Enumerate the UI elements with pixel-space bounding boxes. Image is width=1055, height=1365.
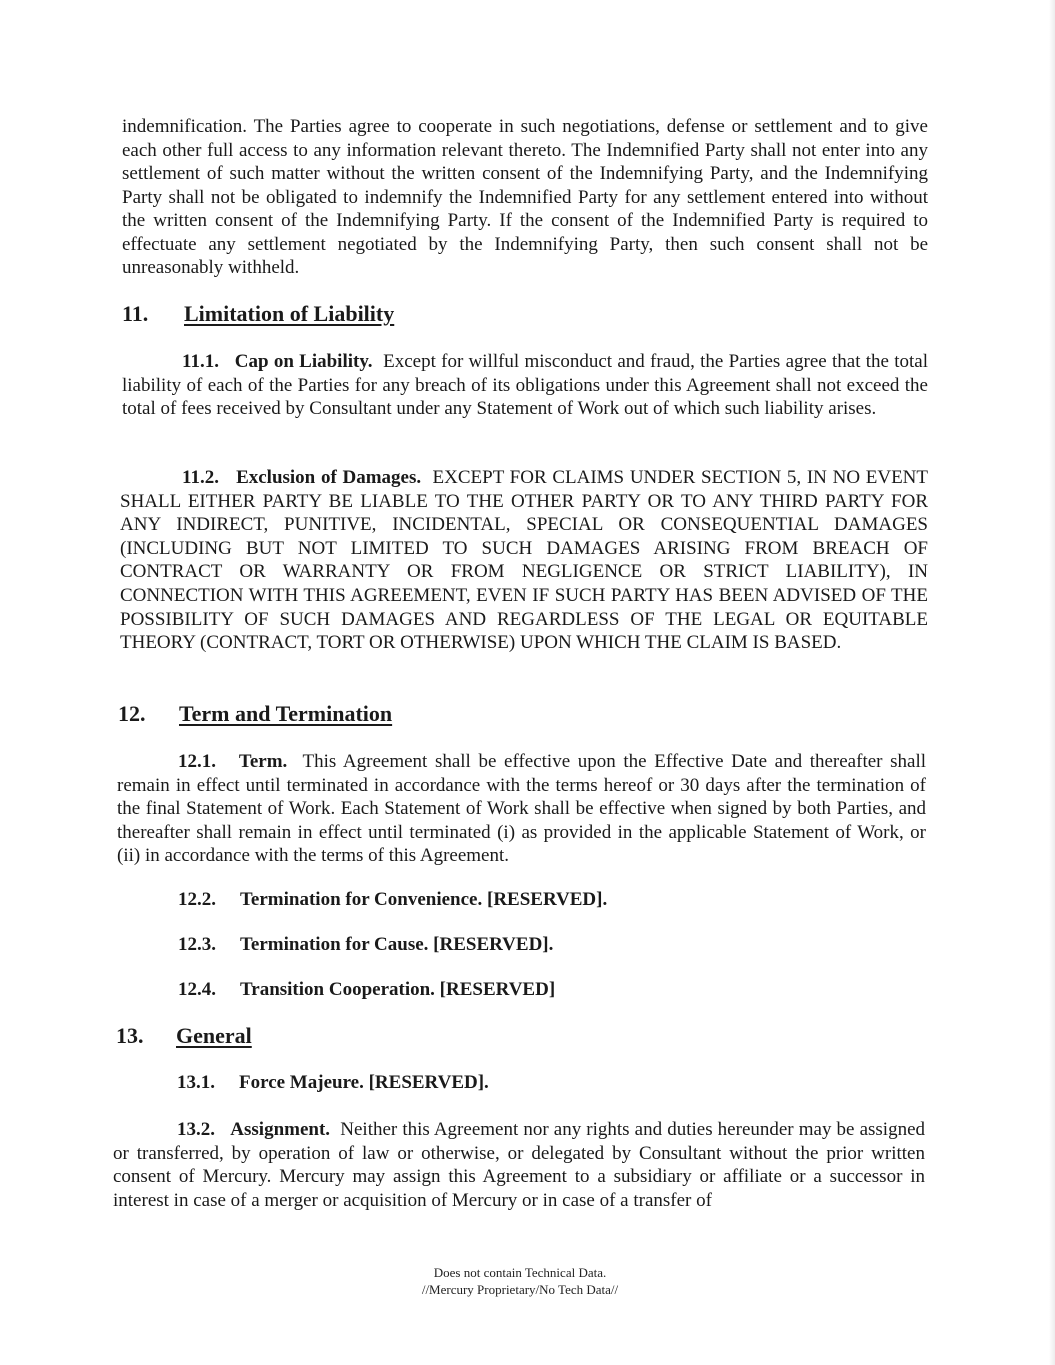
- clause-11-1-text: Except for willful misconduct and fraud, the Parties agree that the total liability of each of the Parties for any breach of its obligations under this Agreement shall not exceed the total of fees received by Consultant under any Statement of Work out of which such liability arises.: [122, 351, 929, 419]
- clause-13-2-text: Neither this Agreement nor any rights and duties hereunder may be assigned or transferred, by operation of law or otherwise, or delegated by Consultant without the prior written consent of Mercury. Mercury may assign this Agreement to a subsidiary or affiliate or a successor in interest in case of a merger or acquisition of Mercury or in case of a transfer of: [113, 1119, 926, 1211]
- section-12-number: 12.: [118, 701, 146, 726]
- clause-12-3-number: 12.3.: [178, 934, 216, 955]
- clause-13-1: [177, 1071, 489, 1095]
- clause-12-1-text: This Agreement shall be effective upon the Effective Date and thereafter shall remain in effect until terminated in accordance with the terms hereof or 30 days after the termination of the final Statement of Work. Each Statement of Work shall be effective when signed by both Parties, and thereafter shall remain in effect until terminated (i) as provided in the applicable Statement of Work, or (ii) in accordance with the terms of this Agreement.: [117, 751, 927, 866]
- clause-12-1: [117, 750, 926, 868]
- section-13-number: 13.: [116, 1023, 144, 1048]
- footer-line-2: //Mercury Proprietary/No Tech Data//: [421, 1282, 619, 1297]
- section-11-number: 11.: [122, 301, 149, 326]
- intro-paragraph: indemnification. The Parties agree to cooperate in such negotiations, defense or settlement and to give each other full access to any information relevant thereto. The Indemnified Party shall not enter into any settlement of such matter without the written consent of the Indemnifying Party, and the Indemnifying Party shall not be obligated to indemnify the Indemnified Party for any settlement entered into without the written consent of the Indemnifying Party. If the consent of the Indemnified Party is required to effectuate any settlement negotiated by the Indemnifying Party, then such consent shall not be unreasonably withheld.: [122, 116, 928, 278]
- clause-12-4: [178, 978, 555, 1002]
- clause-13-2: [113, 1118, 925, 1212]
- clause-12-3: [178, 933, 553, 957]
- clause-13-2-number: 13.2.: [177, 1119, 215, 1140]
- footer-line-1: Does not contain Technical Data.: [433, 1265, 607, 1280]
- section-11-title: Limitation of Liability: [184, 301, 395, 326]
- clause-12-1-number: 12.1.: [178, 751, 216, 772]
- clause-11-1-label: Cap on Liability.: [234, 351, 373, 372]
- clause-11-2-text: EXCEPT FOR CLAIMS UNDER SECTION 5, IN NO EVENT SHALL EITHER PARTY BE LIABLE TO THE OTHER PARTY OR TO ANY THIRD PARTY FOR ANY INDIRECT, PUNITIVE, INCIDENTAL, SPECIAL OR CONSEQUENTIAL DAMAGES (INCLUDING BUT NOT LIMITED TO SUCH DAMAGES ARISING FROM BREACH OF CONTRACT OR WARRANTY OR FROM NEGLIGENCE OR STRICT LIABILITY), IN CONNECTION WITH THIS AGREEMENT, EVEN IF SUCH PARTY HAS BEEN ADVISED OF THE POSSIBILITY OF SUCH DAMAGES AND REGARDLESS OF THE LEGAL OR EQUITABLE THEORY (CONTRACT, TORT OR OTHERWISE) UPON WHICH THE CLAIM IS BASED.: [120, 467, 928, 654]
- clause-13-1-text: Force Majeure. [RESERVED].: [239, 1072, 489, 1093]
- clause-12-4-number: 12.4.: [178, 979, 216, 1000]
- section-11-heading: [122, 301, 395, 327]
- section-12-heading: [118, 701, 393, 727]
- clause-11-1-number: 11.1.: [182, 351, 219, 372]
- page-edge-shadow: [1049, 0, 1055, 1365]
- clause-12-4-text: Transition Cooperation. [RESERVED]: [240, 979, 556, 1000]
- clause-12-3-text: Termination for Cause. [RESERVED].: [240, 934, 554, 955]
- clause-11-2-label: Exclusion of Damages.: [236, 467, 422, 488]
- clause-13-2-label: Assignment.: [230, 1119, 331, 1140]
- clause-12-2: [178, 888, 607, 912]
- clause-12-1-label: Term.: [238, 751, 288, 772]
- clause-12-2-text: Termination for Convenience. [RESERVED].: [240, 889, 608, 910]
- clause-11-2-number: 11.2.: [182, 467, 219, 488]
- section-12-title: Term and Termination: [179, 701, 393, 726]
- clause-11-1: [122, 350, 928, 421]
- clause-13-1-number: 13.1.: [177, 1072, 215, 1093]
- section-13-heading: [116, 1023, 252, 1049]
- section-13-title: General: [176, 1023, 252, 1048]
- clause-12-2-number: 12.2.: [178, 889, 216, 910]
- clause-11-2: [120, 466, 928, 655]
